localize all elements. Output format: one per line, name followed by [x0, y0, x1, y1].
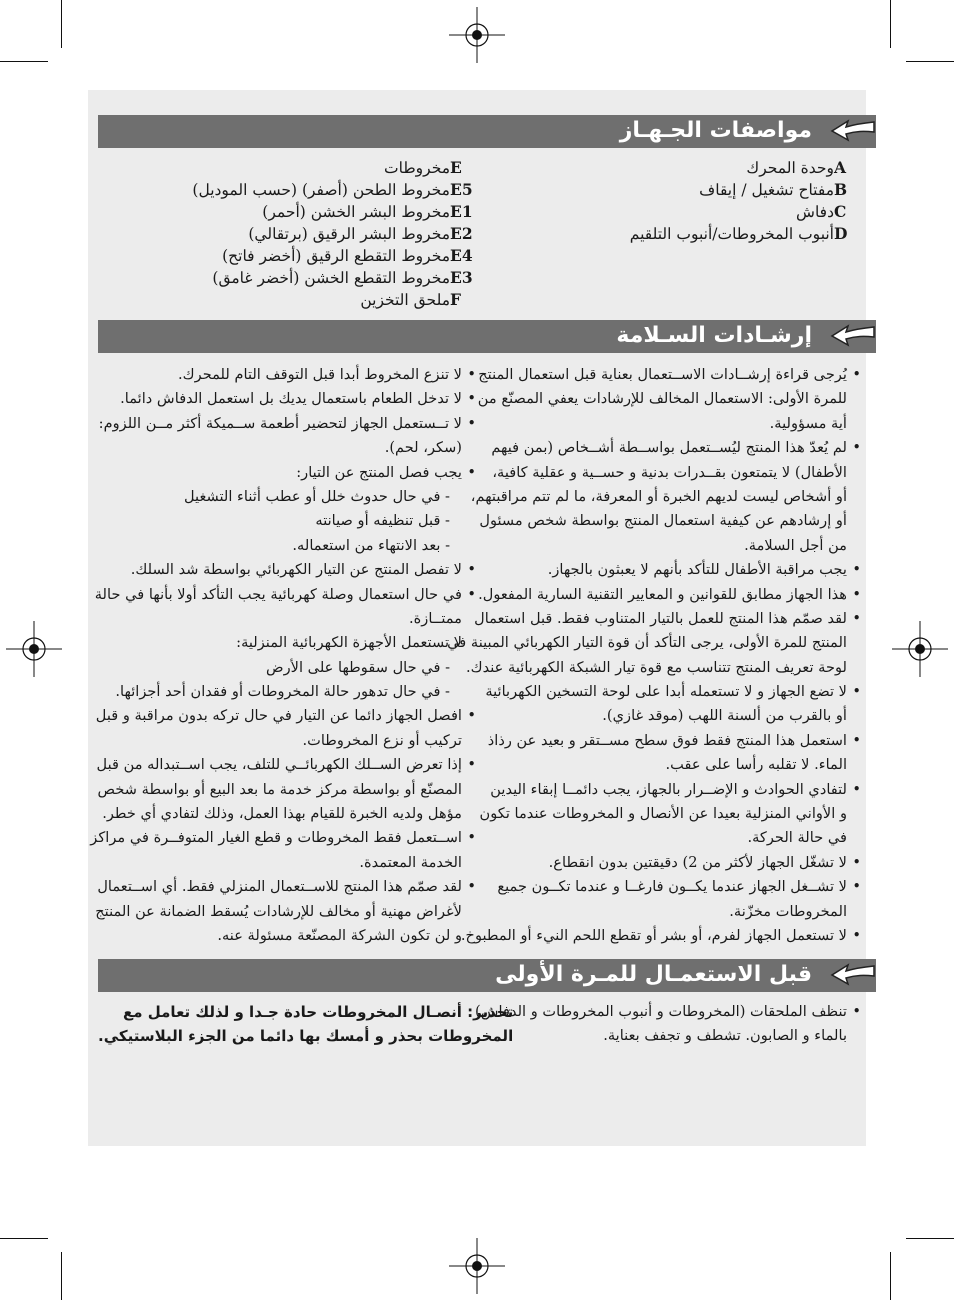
text-line: - قبل تنظيفه أو صيانته	[315, 512, 450, 530]
arrow-icon	[830, 962, 876, 988]
text-line: من أجل السلامة.	[744, 536, 847, 554]
bullet-item: • إذا تعرض الســلك الكهربائــي للتلف، يجب اســتبداله من قبل	[96, 753, 476, 777]
text-line: في حالة الحركة.	[747, 829, 847, 847]
crop-mark	[0, 1238, 48, 1239]
text-line: لأغراض مهنية أو مخالف للإرشادات يُسقط الضمانة عن المنتج	[95, 902, 462, 920]
text-line: أية مسؤولية.	[769, 414, 847, 432]
arrow-icon	[830, 118, 876, 144]
text-line: و الأواني المنزلية بعيدا عن الأنصال و المخروطات عندما تكون	[479, 805, 847, 823]
crop-mark	[61, 0, 62, 48]
bullet-item: • اســتعمل فقط المخروطات و قطع الغيار المتوفــرة في مراكز	[96, 826, 476, 850]
bullet-item: • لا تستعمل الجهاز لفرم، أو بشر أو تقطع اللحم النيء أو المطبوخ.	[489, 924, 861, 948]
specs-list-right	[630, 157, 862, 245]
warning-line: المخروطات بحذر و أمسك بها دائما من الجزء البلاستيكي.	[98, 1027, 514, 1045]
text-line: لوحة تعريف المنتج تتناسب مع قوة تيار الشبكة الكهربائية عندك.	[465, 658, 847, 676]
bullet-item: • لا تضع الجهاز و لا تستعمله أبدا على لوحة التسخين الكهربائية	[489, 680, 861, 704]
text-line: ممتــازة.	[409, 609, 462, 627]
bullet-item: • لا تشــغل الجهاز عندما يكــون فارغــا و عندما تكــون جميع	[489, 875, 861, 899]
text-line: المصنّع أو بواسطة مركز خدمة ما بعد البيع أو بواسطة شخص	[97, 780, 462, 798]
section-header-specs	[98, 115, 876, 148]
warning-text	[98, 1000, 513, 1048]
list-item: E3مخروط التقطع الخشن (أخضر غامق)	[212, 268, 473, 287]
bullet-item: • هذا الجهاز مطابق للقوانين و المعايير التقنية السارية المفعول.	[489, 583, 861, 607]
crop-mark	[61, 1252, 62, 1300]
text-line: - في حال حدوث خلل أو عطب أثناء التشغيل	[184, 487, 450, 505]
text-line: (سكر، لحم).	[384, 439, 462, 457]
bullet-item: • تنظف الملحقات (المخروطات و أنبوب المخروطات و الدفاش)	[489, 1000, 861, 1024]
list-item: Aوحدة المحرك	[746, 158, 847, 177]
text-line: للمرة الأولى: الاستعمال المخالف للإرشادات يعفي المصنّع من	[477, 390, 847, 408]
crop-mark	[906, 61, 954, 62]
section-title: إرشـادات السـلامة	[616, 323, 812, 348]
crop-mark	[890, 0, 891, 48]
text-line: الماء. لا تقلبه رأسا على عقب.	[665, 756, 847, 774]
warning-line: تحذير: أنصـال المخروطات حادة جـدا و لذلك تعامل مع	[123, 1003, 514, 1021]
bullet-item: • لتفادي الحوادث و الإضــرار بالجهاز، يجب دائمــا إبقاء اليدين	[489, 778, 861, 802]
text-line: أو إرشادهم عن كيفية استعمال المنتج بواسطة شخص مسئول	[479, 512, 847, 530]
text-line: المنتج للمرة الأولى، يرجى التأكد أن قوة التيار الكهربائي المبينة في	[447, 634, 847, 652]
section-header-first-use	[98, 959, 876, 992]
text-line: أو أشخاص ليست لديهم الخبرة أو المعرفة، ما لم تتم مراقبتهم،	[470, 487, 847, 505]
bullet-item: • لقد صمّم هذا المنتج للعمل بالتيار المتناوب فقط. قبل استعمال	[489, 607, 861, 631]
section-title: قبل الاستعمـال للمـرة الأولى	[495, 962, 812, 987]
specs-list-left	[192, 157, 478, 311]
bullet-item: • في حال استعمال وصلة كهربائية يجب التأكد أولا بأنها في حالة	[96, 583, 476, 607]
safety-column-left	[90, 363, 476, 948]
bullet-item: • لقد صمّم هذا المنتج للاســتعمال المنزلي فقط. أي اســتعمال	[96, 875, 476, 899]
text-line: لا تستعمل الأجهزة الكهربائية المنزلية:	[236, 634, 462, 652]
bullet-item: • يجب مراقبة الأطفال للتأكد بأنهم لا يعبثون بالجهاز.	[489, 558, 861, 582]
registration-mark-icon	[892, 621, 948, 677]
bullet-item: • لا تدخل الطعام باستعمال يديك بل استعمل الدفاش دائما.	[96, 387, 476, 411]
list-item: Cدفاش	[796, 202, 847, 221]
bullet-item: • لا تفصل المنتج عن التيار الكهربائي بواسطة شد السلك.	[96, 558, 476, 582]
bullet-item: • يجب فصل المنتج عن التيار:	[96, 461, 476, 485]
text-line: الخدمة المعتمدة.	[359, 853, 462, 871]
list-item: Dأنبوب المخروطات/أنبوب التلقيم	[629, 224, 848, 243]
text-line: و لن تكون الشركة المصنّعة مسئولة عنه.	[217, 926, 462, 944]
text-line: بالماء و الصابون. تشطف و تجفف بعناية.	[603, 1027, 847, 1045]
bullet-item: • لا تشغّل الجهاز لأكثر من 2) دقيقتين بدون انقطاع.	[489, 851, 861, 875]
bullet-item: • افصل الجهاز دائما عن التيار في حال تركه بدون مراقبة و قبل	[96, 704, 476, 728]
registration-mark-icon	[449, 7, 505, 63]
list-item: Eمخروطات	[384, 158, 462, 177]
list-item: E2مخروط البشر الرقيق (برتقالي)	[248, 224, 473, 243]
bullet-item: • استعمل هذا المنتج فقط فوق سطح مســتقر و بعيد عن رذاذ	[489, 729, 861, 753]
crop-mark	[890, 1252, 891, 1300]
text-line: الأطفال) لا يتمتعون بقــدرات بدنية و حســية و عقلية كافية،	[492, 463, 847, 481]
text-line: - في حال سقوطها على الأرض	[265, 658, 450, 676]
list-item: E5مخروط الطحن (أصفر) (حسب الموديل)	[192, 180, 473, 199]
text-line: المخروطات مخزّنة.	[729, 902, 847, 920]
crop-mark	[0, 61, 48, 62]
bullet-item: • لا تنزع المخروط أبدا قبل التوقف التام للمحرك.	[96, 363, 476, 387]
registration-mark-icon	[449, 1238, 505, 1294]
list-item: Fملحق التخزين	[360, 290, 462, 309]
list-item: Bمفتاح تشغيل / إيقاف	[699, 180, 848, 199]
safety-column-right	[447, 363, 861, 948]
text-line: - بعد الانتهاء من استعماله.	[292, 536, 450, 554]
text-line: - في حال تدهور حالة المخروطات أو فقدان أحد أجزائها.	[115, 683, 450, 701]
bullet-item: • لا تــستعمل الجهاز لتحضير أطعمة ســميكة أكثر مــن اللزوم:	[96, 412, 476, 436]
text-line: أو بالقرب من ألسنة اللهب (موقد غازي).	[602, 707, 847, 725]
bullet-item: • لم يُعدّ هذا المنتج ليُســتعمل بواســطة أشــخاص (بمن فيهم	[489, 436, 861, 460]
registration-mark-icon	[6, 621, 62, 677]
text-line: مؤهل ولديه الخبرة للقيام بهذا العمل، وذلك لتفادي أي خطر.	[102, 805, 462, 823]
section-title: مواصفات الجـهـاز	[619, 118, 812, 143]
text-line: تركيب أو نزع المخروطات.	[302, 731, 462, 749]
list-item: E4مخروط التقطع الرقيق (أخضر فاتح)	[222, 246, 473, 265]
section-header-safety	[98, 320, 876, 353]
crop-mark	[906, 1238, 954, 1239]
arrow-icon	[830, 323, 876, 349]
bullet-item: • يُرجى قراءة إرشــادات الاســتعمال بعناية قبل استعمال المنتج	[489, 363, 861, 387]
first-use-column	[475, 1000, 861, 1049]
list-item: E1مخروط البشر الخشن (أحمر)	[262, 202, 473, 221]
